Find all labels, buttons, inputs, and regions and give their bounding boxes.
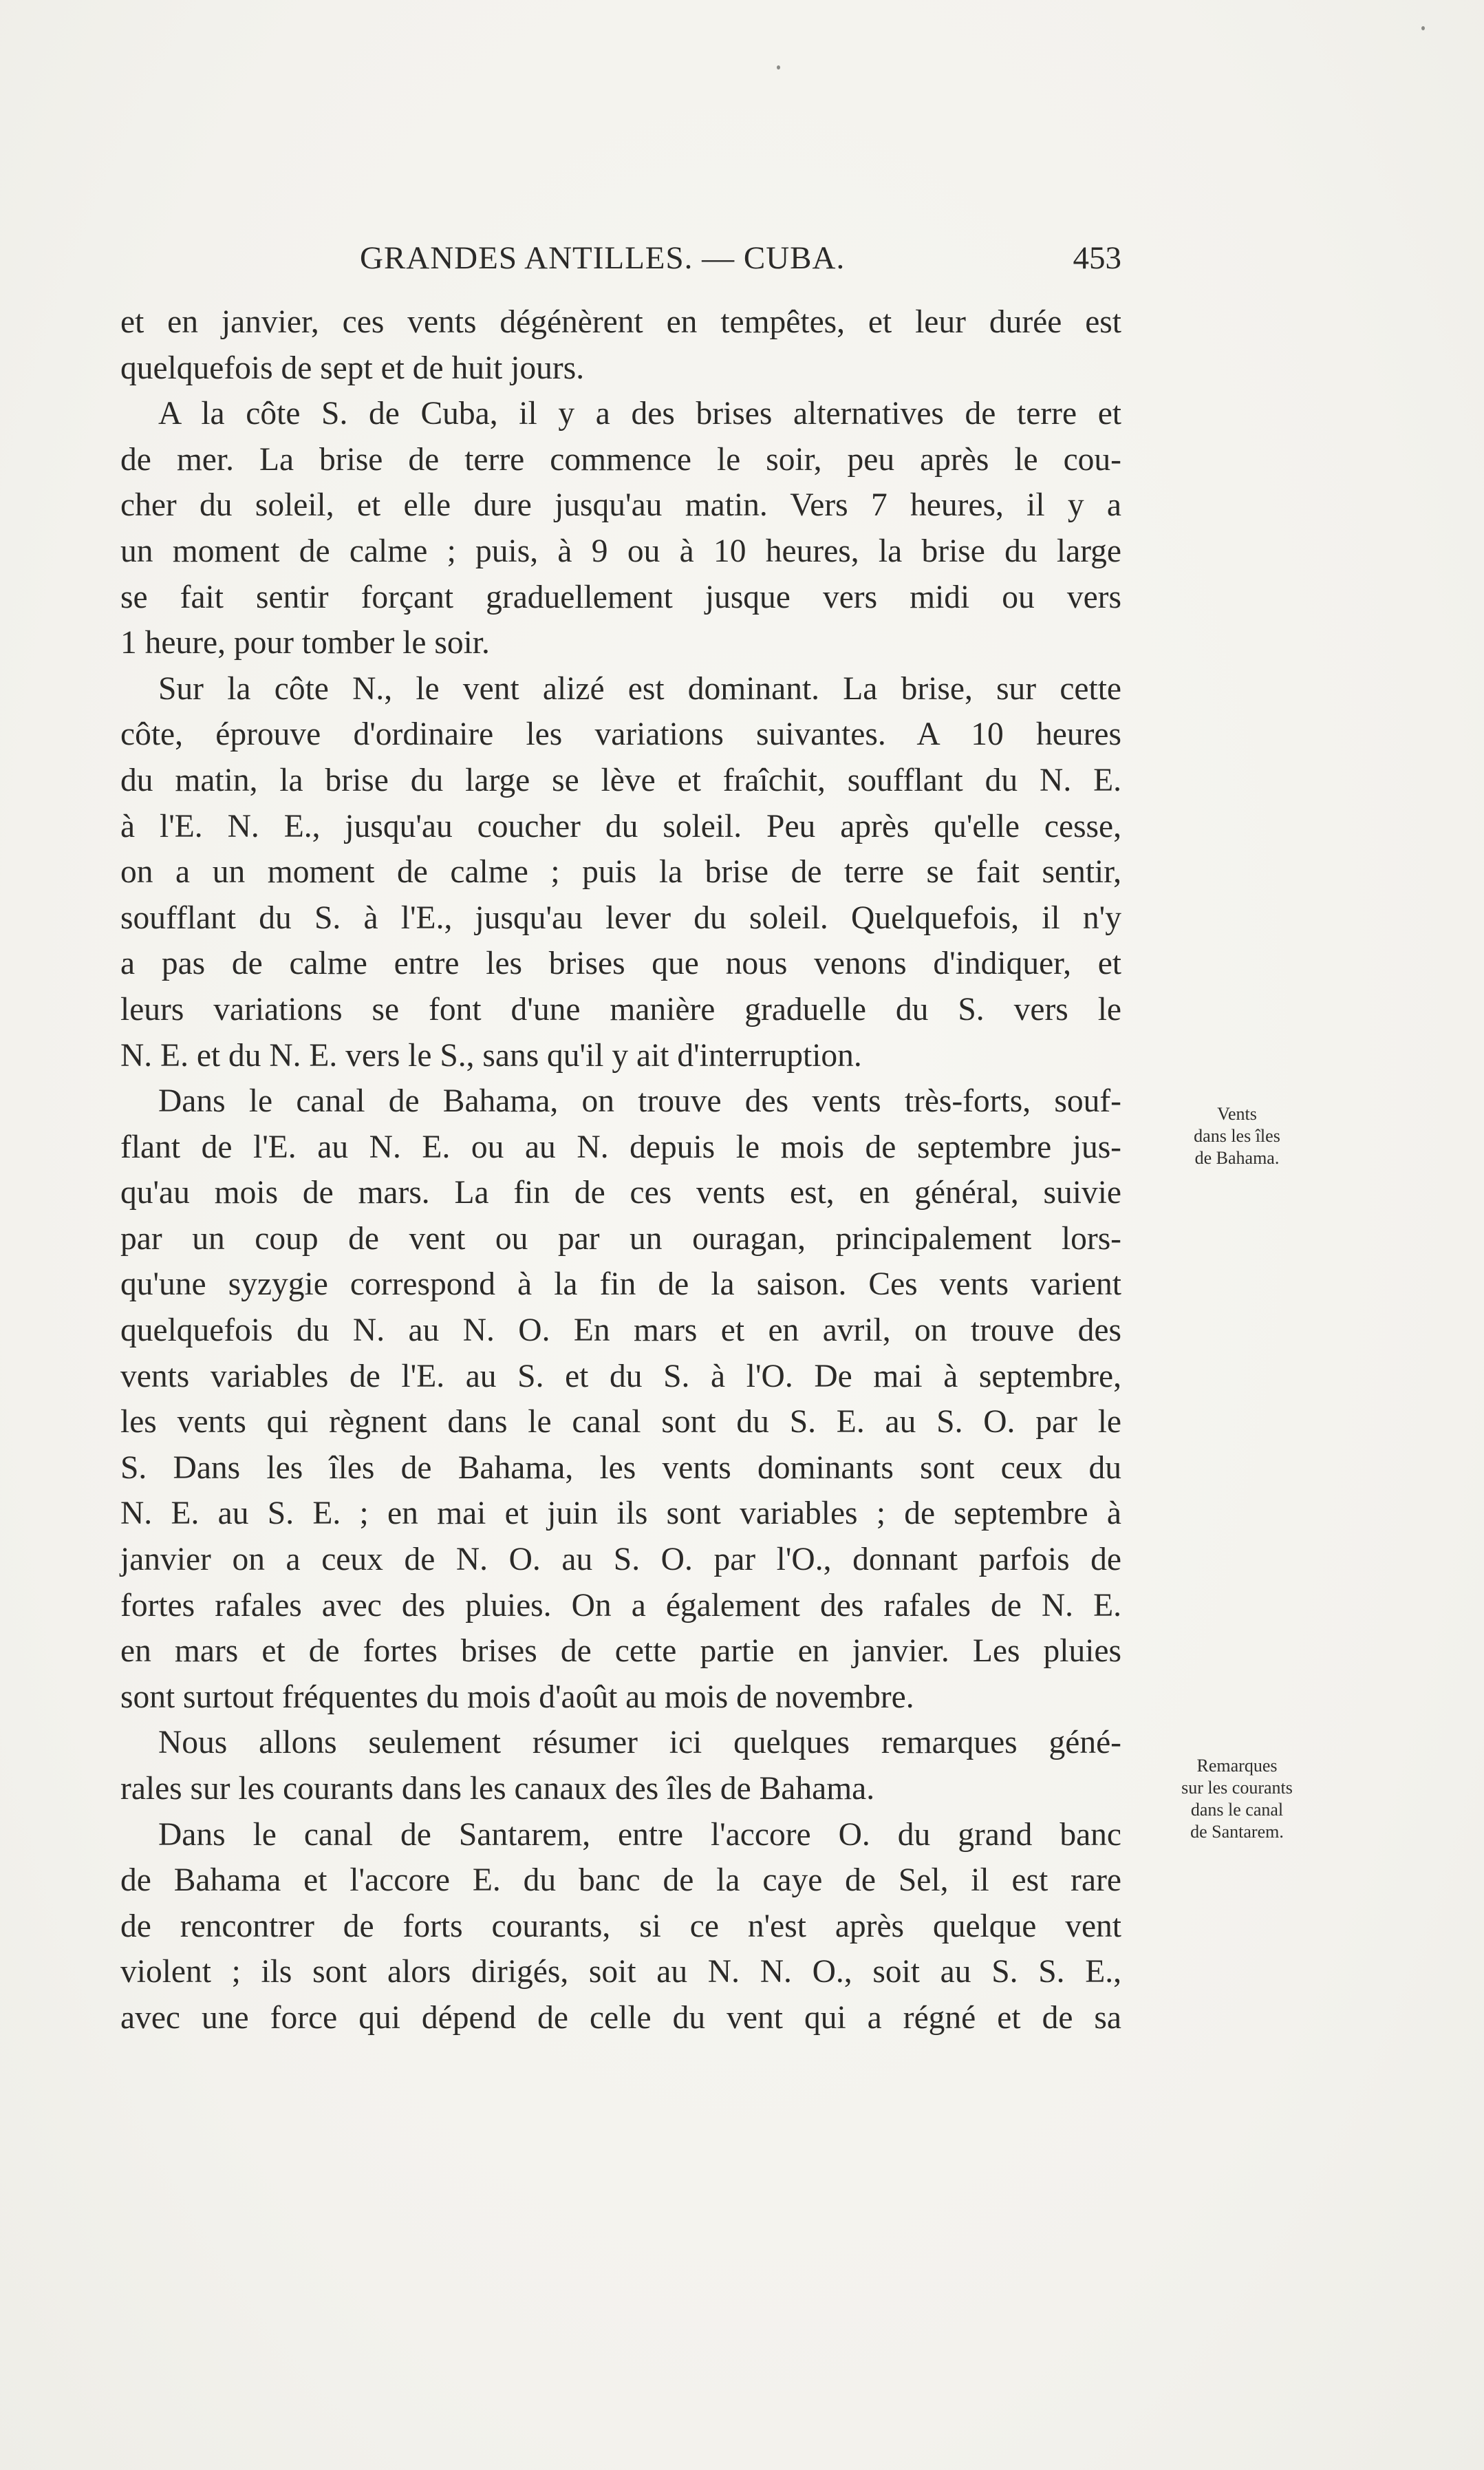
text-line: un moment de calme ; puis, à 9 ou à 10 heures, la brise du large (120, 533, 1121, 569)
text-line: flant de l'E. au N. E. ou au N. depuis le mois de septembre jus- (120, 1129, 1121, 1165)
text-line: qu'au mois de mars. La fin de ces vents est, en général, suivie (120, 1175, 1121, 1211)
text-line: de mer. La brise de terre commence le soir, peu après le cou- (120, 441, 1121, 478)
text-line: de Bahama et l'accore E. du banc de la caye de Sel, il est rare (120, 1862, 1121, 1899)
text-line: sont surtout fréquentes du mois d'août au mois de novembre. (120, 1679, 914, 1715)
text-line: N. E. au S. E. ; en mai et juin ils sont variables ; de septembre à (120, 1495, 1121, 1532)
text-line: soufflant du S. à l'E., jusqu'au lever du soleil. Quelquefois, il n'y (120, 899, 1121, 936)
margin-note-line: de Bahama. (1194, 1148, 1280, 1168)
text-line: par un coup de vent ou par un ouragan, principalement lors- (120, 1220, 1121, 1257)
margin-note-line: dans le canal (1190, 1800, 1284, 1820)
text-line: 1 heure, pour tomber le soir. (120, 625, 490, 661)
body-text (120, 299, 1121, 2041)
text-line: et en janvier, ces vents dégénèrent en tempêtes, et leur durée est (120, 304, 1121, 340)
text-line: à l'E. N. E., jusqu'au coucher du soleil. Peu après qu'elle cesse, (120, 808, 1121, 844)
text-line: rales sur les courants dans les canaux des îles de Bahama. (120, 1771, 875, 1807)
text-line: S. Dans les îles de Bahama, les vents dominants sont ceux du (120, 1449, 1121, 1486)
text-line: les vents qui règnent dans le canal sont du S. E. au S. O. par le (120, 1404, 1121, 1440)
text-line: vents variables de l'E. au S. et du S. à l'O. De mai à septembre, (120, 1358, 1121, 1394)
text-line: quelquefois de sept et de huit jours. (120, 350, 585, 386)
text-line: fortes rafales avec des pluies. On a également des rafales de N. E. (120, 1587, 1121, 1623)
margin-note-remarques (1151, 1755, 1323, 1843)
text-line: en mars et de fortes brises de cette partie en janvier. Les pluies (120, 1633, 1121, 1670)
text-line: violent ; ils sont alors dirigés, soit au N. N. O., soit au S. S. E., (120, 1954, 1121, 1990)
margin-note-line: de Santarem. (1190, 1822, 1284, 1842)
margin-note-line: Vents (1217, 1104, 1257, 1124)
margin-note-vents (1151, 1103, 1323, 1169)
text-line: du matin, la brise du large se lève et fraîchit, soufflant du N. E. (120, 762, 1121, 798)
margin-note-line: Remarques (1196, 1756, 1278, 1776)
text-line: leurs variations se font d'une manière graduelle du S. vers le (120, 991, 1121, 1028)
text-line: Dans le canal de Santarem, entre l'accore O. du grand banc (158, 1816, 1121, 1853)
margin-note-line: dans les îles (1194, 1126, 1280, 1146)
page-number: 453 (1073, 240, 1121, 276)
text-line: Sur la côte N., le vent alizé est dominant. La brise, sur cette (158, 670, 1121, 707)
text-line: N. E. et du N. E. vers le S., sans qu'il y ait d'interruption. (120, 1037, 862, 1074)
text-line: Dans le canal de Bahama, on trouve des vents très-forts, souf- (158, 1083, 1121, 1120)
running-head (120, 234, 1121, 282)
text-line: a pas de calme entre les brises que nous venons d'indiquer, et (120, 946, 1121, 982)
text-line: A la côte S. de Cuba, il y a des brises alternatives de terre et (158, 396, 1121, 432)
running-title: GRANDES ANTILLES. — CUBA. (360, 240, 846, 276)
margin-note-line: sur les courants (1181, 1778, 1293, 1798)
paper-speck (777, 65, 780, 70)
text-line: avec une force qui dépend de celle du vent qui a régné et de sa (120, 1999, 1121, 2036)
text-line: côte, éprouve d'ordinaire les variations suivantes. A 10 heures (120, 716, 1121, 753)
text-line: quelquefois du N. au N. O. En mars et en avril, on trouve des (120, 1312, 1121, 1349)
paper-speck (1421, 26, 1425, 30)
text-line: janvier on a ceux de N. O. au S. O. par l'O., donnant parfois de (120, 1542, 1121, 1578)
text-line: cher du soleil, et elle dure jusqu'au matin. Vers 7 heures, il y a (120, 487, 1121, 524)
text-line: Nous allons seulement résumer ici quelques remarques géné- (158, 1725, 1121, 1761)
text-line: on a un moment de calme ; puis la brise de terre se fait sentir, (120, 854, 1121, 891)
text-line: de rencontrer de forts courants, si ce n'est après quelque vent (120, 1908, 1121, 1944)
text-line: qu'une syzygie correspond à la fin de la saison. Ces vents varient (120, 1266, 1121, 1303)
text-line: se fait sentir forçant graduellement jusque vers midi ou vers (120, 579, 1121, 615)
